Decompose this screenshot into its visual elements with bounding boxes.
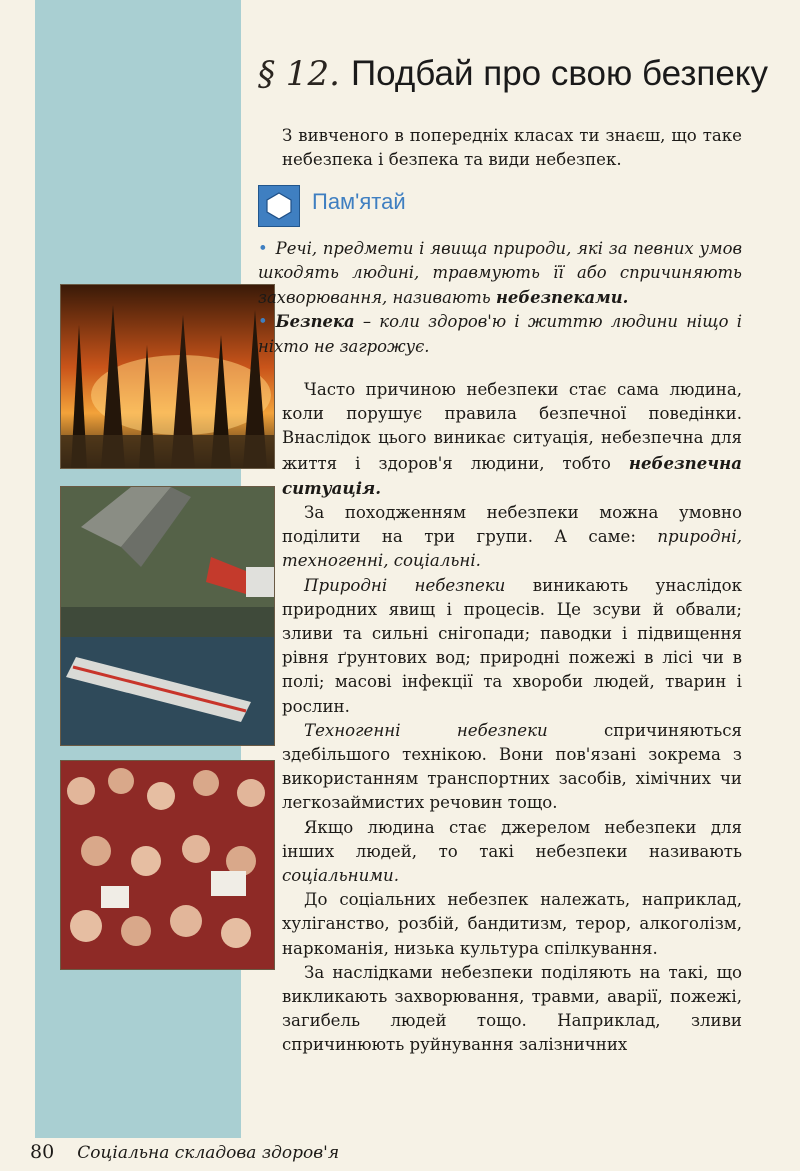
- paragraph: За наслідками небезпеки поділяють на такі, що викликають захворювання, травми, аварії, пожежі, загибель людей тощо. Наприклад, зливи спричинюють руйнування залізничних: [282, 962, 742, 1055]
- definition-danger-term: небезпеками.: [495, 287, 629, 307]
- paragraph-text: виникають унаслідок природних явищ і процесів. Це зсуви й обвали; зливи та сильні снігопади; паводки і підвищення рівня ґрунтових вод; природні пожежі в лісі чи в полі; масові інфекції та хвороби людей, тварин і рослин.: [282, 575, 742, 716]
- page-footer: [30, 1141, 339, 1163]
- paragraph-text: Часто причиною небезпеки стає сама людина, коли порушує правила безпечної поведінки. Внаслідок цього виникає ситуація, небезпечна для життя і здоров'я людини, тобто: [282, 380, 742, 473]
- intro-text-block: [282, 124, 742, 172]
- paragraph: [282, 719, 742, 816]
- section-title: Подбай про свою безпеку: [350, 54, 769, 93]
- paragraph: [282, 816, 742, 889]
- bullet-icon: •: [258, 312, 268, 332]
- train-crash-photo: [60, 486, 275, 746]
- page-number: 80: [30, 1141, 55, 1163]
- paragraph-term: соціальними.: [282, 866, 399, 886]
- paragraph: [282, 378, 742, 501]
- paragraph-term: Природні небезпеки: [304, 575, 506, 595]
- bullet-icon: •: [258, 239, 268, 258]
- paragraph-text: За походженням небезпеки можна умовно поділити на три групи. А саме:: [282, 503, 742, 547]
- forest-fire-photo: [60, 284, 275, 469]
- definition-safety-term: Безпека: [275, 312, 355, 332]
- paragraph-term: небезпечна ситуація.: [282, 452, 742, 498]
- section-heading: [258, 54, 768, 94]
- section-number: § 12.: [258, 54, 340, 94]
- paragraph-text: Якщо людина стає джерелом небезпеки для інших людей, то такі небезпеки називають: [282, 817, 742, 861]
- sidebar-band: [35, 0, 241, 1138]
- definition-danger: [258, 237, 742, 310]
- paragraph: [282, 574, 742, 719]
- main-text-block: [282, 378, 742, 1058]
- remember-label: Пам'ятай: [312, 189, 406, 214]
- intro-paragraph: З вивченого в попередніх класах ти знаєш, що таке небезпека і безпека та види небезпек.: [282, 126, 742, 170]
- footer-caption: Соціальна складова здоров'я: [77, 1143, 340, 1163]
- definitions-block: [258, 237, 742, 359]
- crowd-photo: [60, 760, 275, 970]
- paragraph-term: природні, техногенні, соціальні.: [282, 527, 742, 571]
- paragraph-text: спричиняються здебільшого технікою. Вони пов'язані зокрема з використанням транспортних засобів, хімічних чи легкозаймистих речовин тощо.: [282, 720, 742, 813]
- definition-danger-text: Речі, предмети і явища природи, які за певних умов шкодять людині, травмують її або спричиняють захворювання, називають: [258, 239, 742, 307]
- definition-safety-text: – коли здоров'ю і життю людини ніщо і ніхто не загрожує.: [258, 312, 742, 356]
- paragraph: [282, 501, 742, 574]
- remember-box: [258, 183, 728, 227]
- paragraph: До соціальних небезпек належать, наприклад, хуліганство, розбій, бандитизм, терор, алкоголізм, наркоманія, низька культура спілкування.: [282, 890, 742, 958]
- definition-safety: [258, 310, 742, 359]
- paragraph-term: Техногенні небезпеки: [304, 720, 548, 740]
- hexagon-icon: [258, 185, 300, 227]
